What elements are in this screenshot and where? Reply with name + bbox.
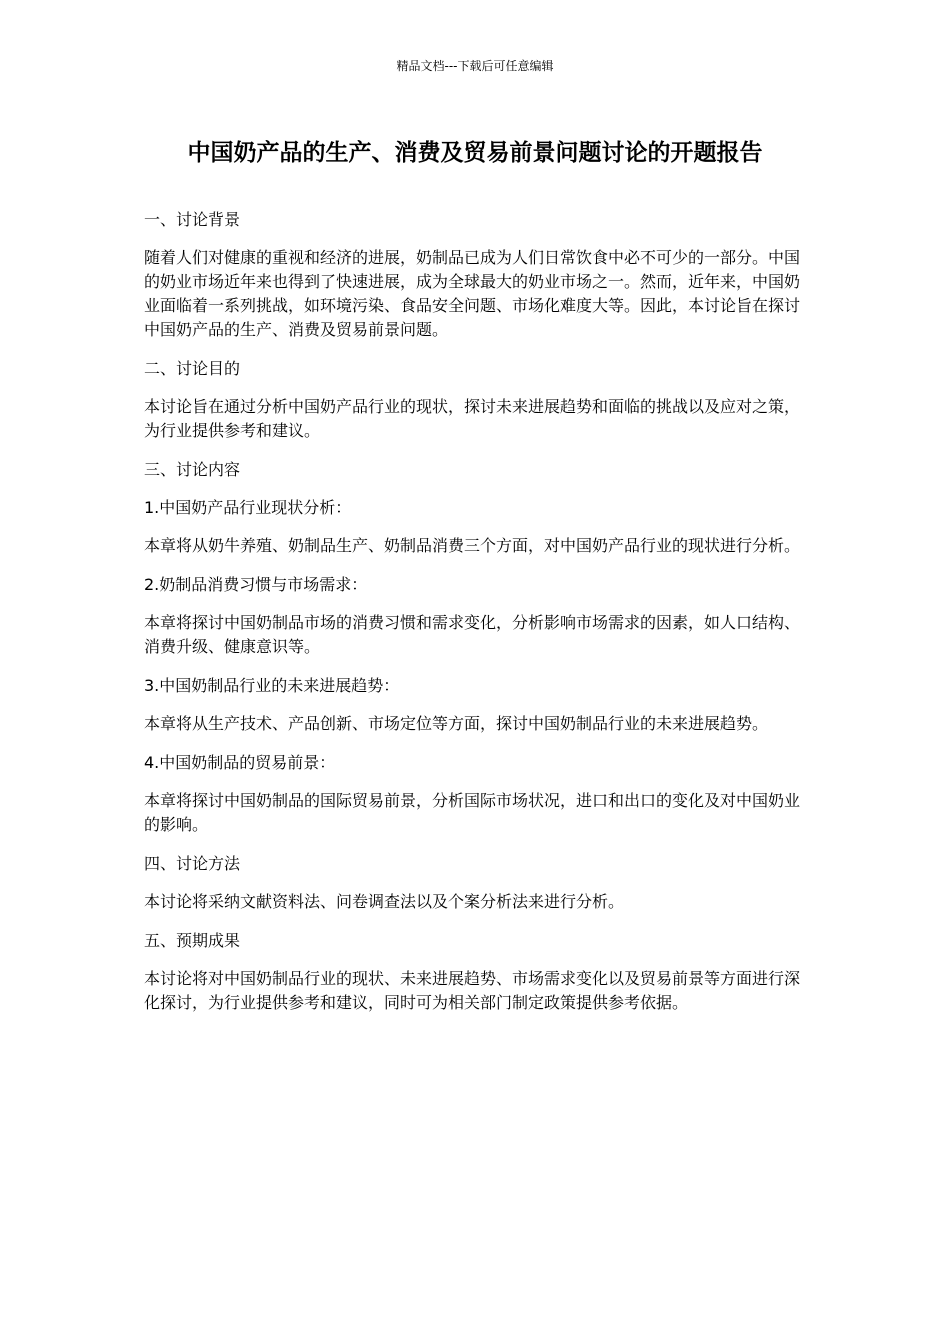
- section-paragraph: 随着人们对健康的重视和经济的进展，奶制品已成为人们日常饮食中必不可少的一部分。中国的奶业市场近年来也得到了快速进展，成为全球最大的奶业市场之一。然而，近年来，中国奶业面临着一系列挑战，如环境污染、食品安全问题、市场化难度大等。因此，本讨论旨在探讨中国奶产品的生产、消费及贸易前景问题。: [144, 248, 801, 339]
- subsection-heading: 3.中国奶制品行业的未来进展趋势：: [144, 676, 400, 695]
- section-heading: 二、讨论目的: [144, 359, 241, 378]
- section-paragraph: 本讨论将对中国奶制品行业的现状、未来进展趋势、市场需求变化以及贸易前景等方面进行深化探讨，为行业提供参考和建议，同时可为相关部门制定政策提供参考依据。: [144, 969, 801, 1012]
- section-paragraph: 本章将从奶牛养殖、奶制品生产、奶制品消费三个方面，对中国奶产品行业的现状进行分析。: [144, 536, 801, 555]
- document-title: 中国奶产品的生产、消费及贸易前景问题讨论的开题报告: [187, 140, 763, 166]
- section-heading: 一、讨论背景: [144, 210, 241, 229]
- subsection-heading: 4.中国奶制品的贸易前景：: [144, 753, 336, 772]
- section-heading: 四、讨论方法: [144, 854, 241, 873]
- header-note: 精品文档---下载后可任意编辑: [396, 59, 554, 73]
- section-paragraph: 本讨论将采纳文献资料法、问卷调查法以及个案分析法来进行分析。: [144, 892, 625, 911]
- section-heading: 三、讨论内容: [144, 460, 241, 479]
- subsection-heading: 2.奶制品消费习惯与市场需求：: [144, 575, 368, 594]
- section-paragraph: 本讨论旨在通过分析中国奶产品行业的现状，探讨未来进展趋势和面临的挑战以及应对之策，为行业提供参考和建议。: [144, 397, 801, 440]
- section-paragraph: 本章将从生产技术、产品创新、市场定位等方面，探讨中国奶制品行业的未来进展趋势。: [144, 714, 769, 733]
- section-heading: 五、预期成果: [144, 931, 241, 950]
- section-paragraph: 本章将探讨中国奶制品的国际贸易前景，分析国际市场状况，进口和出口的变化及对中国奶业的影响。: [144, 791, 801, 834]
- section-paragraph: 本章将探讨中国奶制品市场的消费习惯和需求变化，分析影响市场需求的因素，如人口结构、消费升级、健康意识等。: [144, 613, 801, 656]
- document-body: [144, 208, 814, 1030]
- subsection-heading: 1.中国奶产品行业现状分析：: [144, 498, 352, 517]
